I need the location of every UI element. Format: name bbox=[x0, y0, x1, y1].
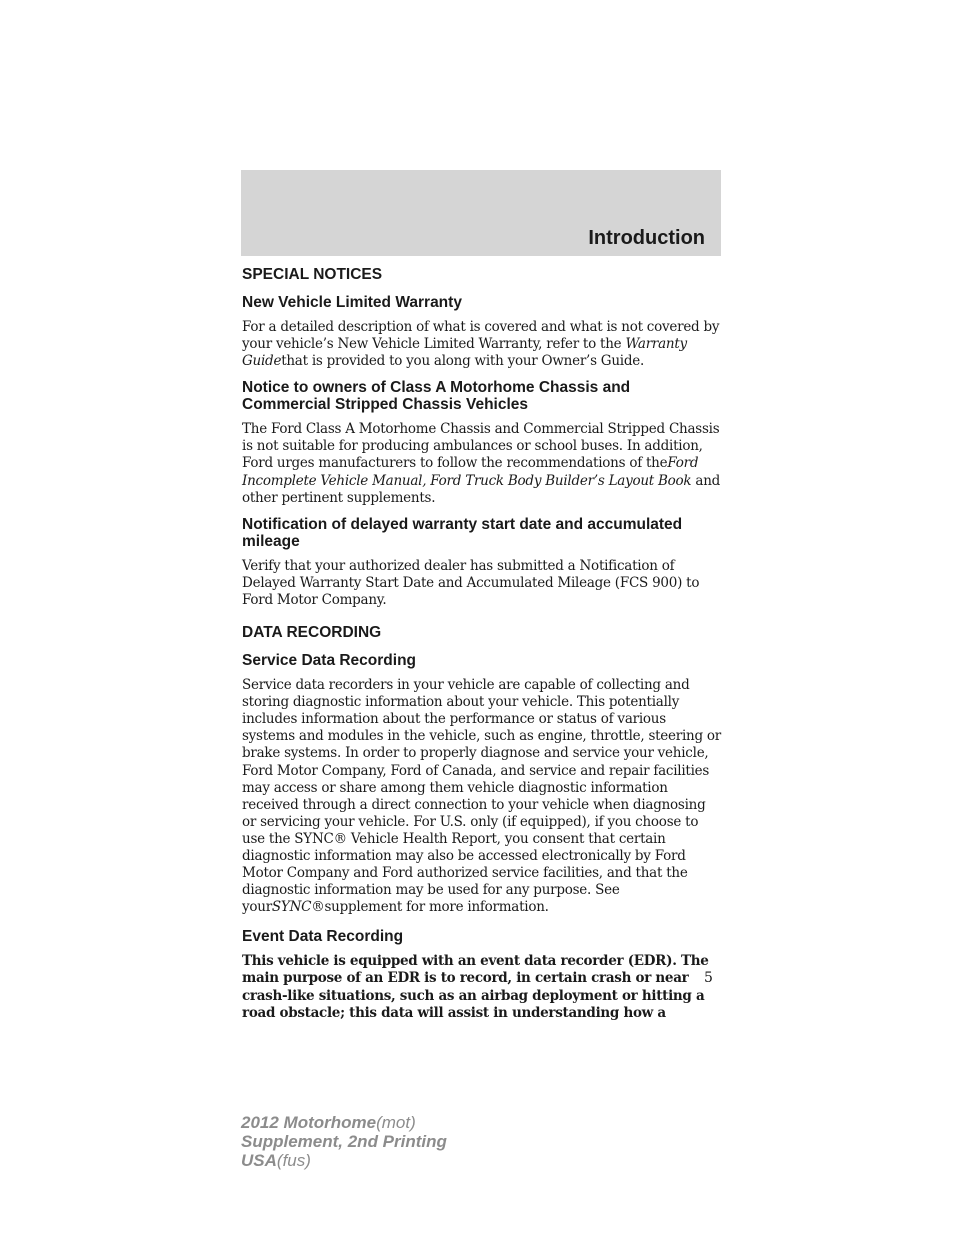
footer-line-2: Supplement, 2nd Printing bbox=[241, 1132, 447, 1151]
class-a-text-2: and other pertinent supplements. bbox=[242, 472, 721, 506]
footer-market-code: (fus) bbox=[276, 1151, 311, 1170]
service-data-heading: Service Data Recording bbox=[242, 652, 417, 670]
footer-market: USA bbox=[241, 1151, 277, 1170]
service-data-text-2: supplement for more information. bbox=[324, 899, 549, 916]
footer-model: 2012 Motorhome bbox=[241, 1113, 377, 1132]
warranty-heading: New Vehicle Limited Warranty bbox=[242, 294, 462, 311]
sync-ref: SYNC® bbox=[271, 899, 325, 916]
warranty-paragraph bbox=[242, 319, 722, 370]
class-a-manual-ref: Ford Incomplete Vehicle Manual, Ford Truck Body Builder’s Layout Book bbox=[242, 455, 699, 489]
section-title: Introduction bbox=[588, 227, 705, 249]
warranty-text-1: For a detailed description of what is covered and what is not covered by your vehicle’s New Vehicle Limited Warranty, refer to the bbox=[242, 319, 720, 353]
warranty-guide-ref: Warranty Guide bbox=[242, 336, 687, 370]
class-a-text-1: The Ford Class A Motorhome Chassis and Commercial Stripped Chassis is not suitable for producing ambulances or school buses. In addition, Ford urges manufacturers to follow the recommendations of the bbox=[242, 421, 720, 472]
document-footer bbox=[241, 1113, 447, 1170]
footer-model-code: (mot) bbox=[376, 1113, 416, 1132]
class-a-paragraph bbox=[242, 421, 722, 506]
event-data-heading: Event Data Recording bbox=[242, 928, 404, 946]
special-notices-heading: SPECIAL NOTICES bbox=[242, 266, 383, 283]
page-number: 5 bbox=[704, 970, 713, 986]
delayed-warranty-heading: Notification of delayed warranty start date and accumulated mileage bbox=[242, 515, 683, 550]
delayed-warranty-paragraph: Verify that your authorized dealer has submitted a Notification of Delayed Warranty Start Date and Accumulated Mileage (FCS 900) to Ford Motor Company. bbox=[242, 557, 700, 608]
warranty-text-2: that is provided to you along with your Owner’s Guide. bbox=[281, 353, 645, 370]
class-a-heading: Notice to owners of Class A Motorhome Chassis and Commercial Stripped Chassis Vehicles bbox=[242, 379, 631, 414]
event-data-paragraph: This vehicle is equipped with an event data recorder (EDR). The main purpose of an EDR is to record, in certain crash or near crash-like situations, such as an airbag deployment or hitting a road obstacle; this data will assist in understanding how a bbox=[242, 953, 709, 1021]
data-recording-heading: DATA RECORDING bbox=[242, 624, 382, 642]
footer-line-1 bbox=[241, 1113, 447, 1132]
footer-line-3 bbox=[241, 1151, 447, 1170]
service-data-text-1: Service data recorders in your vehicle are capable of collecting and storing diagnostic information about your vehicle. This potentially includes information about the performance or status of various systems and modules in the vehicle, such as engine, throttle, steering or brake systems. In order to properly diagnose and service your vehicle, Ford Motor Company, Ford of Canada, and service and repair facilities may access or share among them vehicle diagnostic information received through a direct connection to your vehicle when diagnosing or servicing your vehicle. For U.S. only (if equipped), if you choose to use the SYNC® Vehicle Health Report, you consent that certain diagnostic information may also be accessed electronically by Ford Motor Company and Ford authorized service facilities, and that the diagnostic information may be used for any purpose. See your bbox=[242, 677, 722, 916]
service-data-paragraph bbox=[242, 677, 722, 916]
page-content bbox=[242, 265, 722, 1022]
section-header-band bbox=[241, 170, 721, 256]
